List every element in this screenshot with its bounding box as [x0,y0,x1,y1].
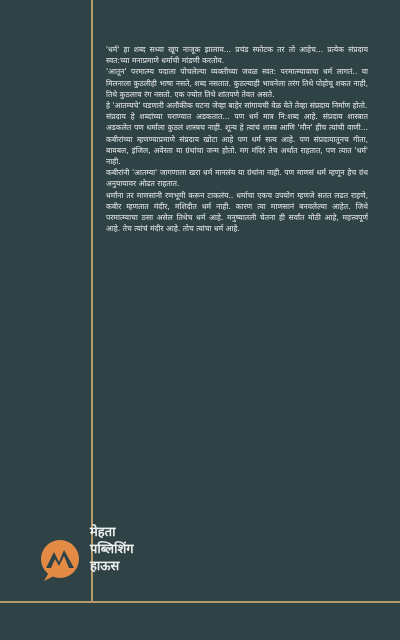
mountain-speech-bubble-logo-icon [38,538,82,582]
back-cover-blurb [106,44,368,234]
publisher-name-line1: मेहता [90,525,116,540]
blurb-paragraph-1: 'धर्म' हा शब्द सध्या खूप नाजूक झालाय... प्रचंड स्फोटक तर तो आहेच... प्रत्येक संप्रदाय स्वत:च्या मनाप्रमाणे धर्माची मांडणी करतोय. [106,45,368,66]
blurb-paragraph-2: 'आतून' परमात्म्य पदाला पोचलेल्या व्यक्तीच्या जवळ स्वत: परमात्म्यावाचा धर्म लागतं.. या मिलनाला कुठलीही भाषा नसते, शब्द नसतात. कुठल्याही भावनेला तरंग तिथे पोहोचू शकत नाही, तिथे कुठलाच रंग नसतो. एक ज्योत तिथे शांतपणे तेवत असते. [106,67,368,99]
horizontal-rule [0,601,400,603]
publisher-name [90,524,134,575]
blurb-paragraph-4: संप्रदाय हे शब्दांच्या घराण्यात अडकतात... पण धर्म मात्र नि:शब्द आहे. संप्रदाय शास्त्रात अडकलेत पण धर्माला कुठलं शास्त्रच नाही. शून्य हे त्यांचं शास्त्र आणि 'मौन' हीच त्यांची वाणी... कबीरांच्या म्हणण्याप्रमाणे संप्रदाय खोटा आहे पण धर्म सत्य आहे. पण संप्रदायातूनच गीता, बायबल, इंजिल, अवेस्ता या ग्रंथांचा जन्म होतो. मग मंदिरं तेच अर्थात राहतात, पण त्यात 'धर्म' नाही. [106,112,368,167]
publisher-name-line2: पब्लिशिंग [90,542,134,557]
blurb-paragraph-3: हे 'आतम्यचे' घडणारी अलौकीक घटना जेव्हा बाहेर सांगायची वेळ येते तेव्हा संप्रदाय निर्माण होतो. [106,101,368,111]
publisher-name-line3: हाऊस [90,559,120,574]
blurb-paragraph-5: कबीरांनी 'आतम्या' जागणाला खरा धर्म मानलंय या ग्रंथांना नाही. पण माणसं धर्म म्हणून हेच ग्रंथ अनुयायावर ओढत राहतात. [106,168,368,189]
vertical-rule [91,0,93,603]
blurb-paragraph-6: धर्मांना तर माणसांनी रणभूमी करून टाकलंय.. धर्माचा एकच उपयोग म्हणजे सतत लढत राहणे, कबीर म्हणतात मंदीर, मशिदीत धर्म नाही. कारण त्या माणसानं बनवलेल्या आहेत. जिथे परमात्म्याचा ठसा असेल तिथेच धर्म आहे. मनुष्यातली चेतना ही सर्वांत मोठी आहे, महत्त्वपूर्ण आहे. तेच त्यांचं मंदीर आहे. तोच त्यांचा धर्म आहे. [106,190,368,234]
publisher-logo [38,524,198,590]
